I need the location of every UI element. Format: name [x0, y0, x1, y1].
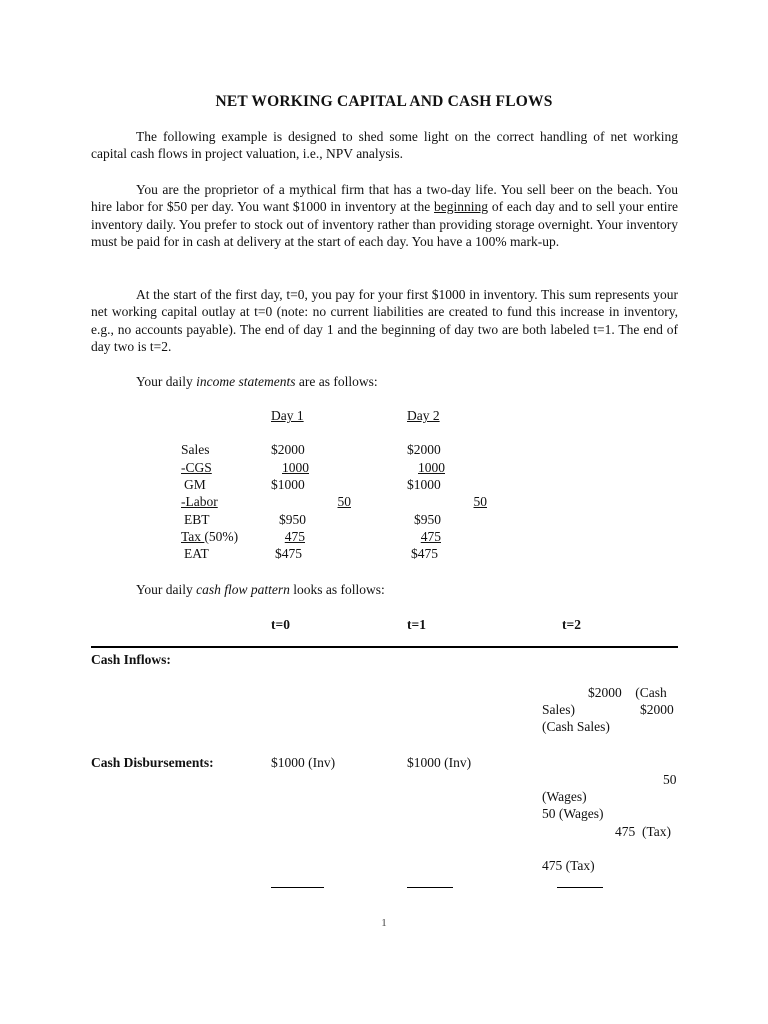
- label-ebt: EBT: [184, 512, 210, 527]
- t2-disb-line-2: (Wages): [542, 789, 587, 804]
- t2-disb-line-4: 475 (Tax): [615, 824, 672, 839]
- t2-inflow-line-1: $2000 (Cash: [588, 685, 667, 700]
- t0-disbursement: $1000 (Inv): [271, 755, 336, 770]
- label-tax-underlined: Tax: [181, 529, 205, 544]
- t0-total-blank: [271, 887, 324, 888]
- label-labor: -Labor: [181, 494, 218, 509]
- day1-eat: $475: [275, 546, 302, 561]
- paragraph-scenario-text-b: of each day and to sell your entire inventory daily. You prefer to stock out of inventory rather than providing storage overnight. Your inventory must be paid for in cash at delivery at the start of each day. You have a 100% mark-up.: [91, 199, 678, 249]
- page-title: NET WORKING CAPITAL AND CASH FLOWS: [215, 93, 553, 110]
- label-eat: EAT: [184, 546, 209, 561]
- paragraph-timeline-text: At the start of the first day, t=0, you pay for your first $1000 in inventory. This sum represents your net working capital outlay at t=0 (note: no current liabilities are created to fund this increase in inventory, e.g., no accounts payable). The end of day 1 and the beginning of day two are both labeled t=1. The end of day two is t=2.: [91, 287, 678, 354]
- paragraph-intro: [91, 128, 678, 163]
- income-intro-text-b: are as follows:: [295, 374, 378, 389]
- header-rule: [91, 646, 678, 648]
- day2-eat: $475: [411, 546, 438, 561]
- t2-disb-line-5: 475 (Tax): [542, 858, 595, 873]
- t2-inflow-line-4: (Cash Sales): [542, 719, 610, 734]
- t2-disb-line-3: 50 (Wages): [542, 806, 604, 821]
- cash-inflows-label: Cash Inflows:: [91, 652, 171, 667]
- label-cgs: -CGS: [181, 460, 212, 475]
- day2-tax: 475: [420, 529, 441, 544]
- t2-inflow-line-2: Sales): [542, 702, 575, 717]
- t1-total-blank: [407, 887, 453, 888]
- underlined-word-beginning: beginning: [434, 199, 489, 215]
- day2-ebt: $950: [414, 512, 441, 527]
- label-tax-rate: (50%): [204, 529, 239, 544]
- paragraph-cashflow-intro: [91, 581, 678, 598]
- cash-disbursements-label: Cash Disbursements:: [91, 755, 214, 770]
- cashflow-intro-text-b: looks as follows:: [289, 582, 385, 597]
- label-tax: [181, 528, 238, 545]
- t2-disb-line-1: 50: [663, 772, 677, 787]
- t1-disbursement: $1000 (Inv): [407, 755, 472, 770]
- day1-gm: $1000: [271, 477, 305, 492]
- day2-gm: $1000: [407, 477, 441, 492]
- cashflow-intro-italic: cash flow pattern: [196, 582, 290, 597]
- day1-labor: 50: [337, 494, 351, 509]
- income-intro-text-a: Your daily: [136, 374, 197, 389]
- paragraph-scenario-text-a: You are the proprietor of a mythical firm that has a two-day life. You sell beer on the beach. You hire labor for $50 per day. You want $1000 in inventory at the: [91, 182, 678, 215]
- income-intro-italic: income statements: [196, 374, 296, 389]
- label-sales: Sales: [181, 442, 210, 457]
- day2-cgs: 1000: [418, 460, 445, 475]
- paragraph-income-intro: [91, 373, 678, 390]
- header-t0: t=0: [271, 617, 290, 632]
- paragraph-intro-text: The following example is designed to shed some light on the correct handling of net working capital cash flows in project valuation, i.e., NPV analysis.: [91, 129, 678, 162]
- header-t2: t=2: [562, 617, 581, 632]
- paragraph-timeline: [91, 286, 678, 355]
- day1-header: Day 1: [271, 408, 304, 423]
- t2-inflow-line-3: $2000: [640, 702, 674, 717]
- day1-sales: $2000: [271, 442, 305, 457]
- day2-labor: 50: [473, 494, 487, 509]
- paragraph-scenario: [91, 181, 678, 250]
- cashflow-intro-text-a: Your daily: [136, 582, 197, 597]
- label-gm: GM: [184, 477, 206, 492]
- day1-tax: 475: [284, 529, 305, 544]
- header-t1: t=1: [407, 617, 426, 632]
- day2-sales: $2000: [407, 442, 441, 457]
- day1-ebt: $950: [279, 512, 306, 527]
- page-number: 1: [381, 917, 387, 929]
- day1-cgs: 1000: [282, 460, 309, 475]
- day2-header: Day 2: [407, 408, 440, 423]
- t2-total-blank: [557, 887, 603, 888]
